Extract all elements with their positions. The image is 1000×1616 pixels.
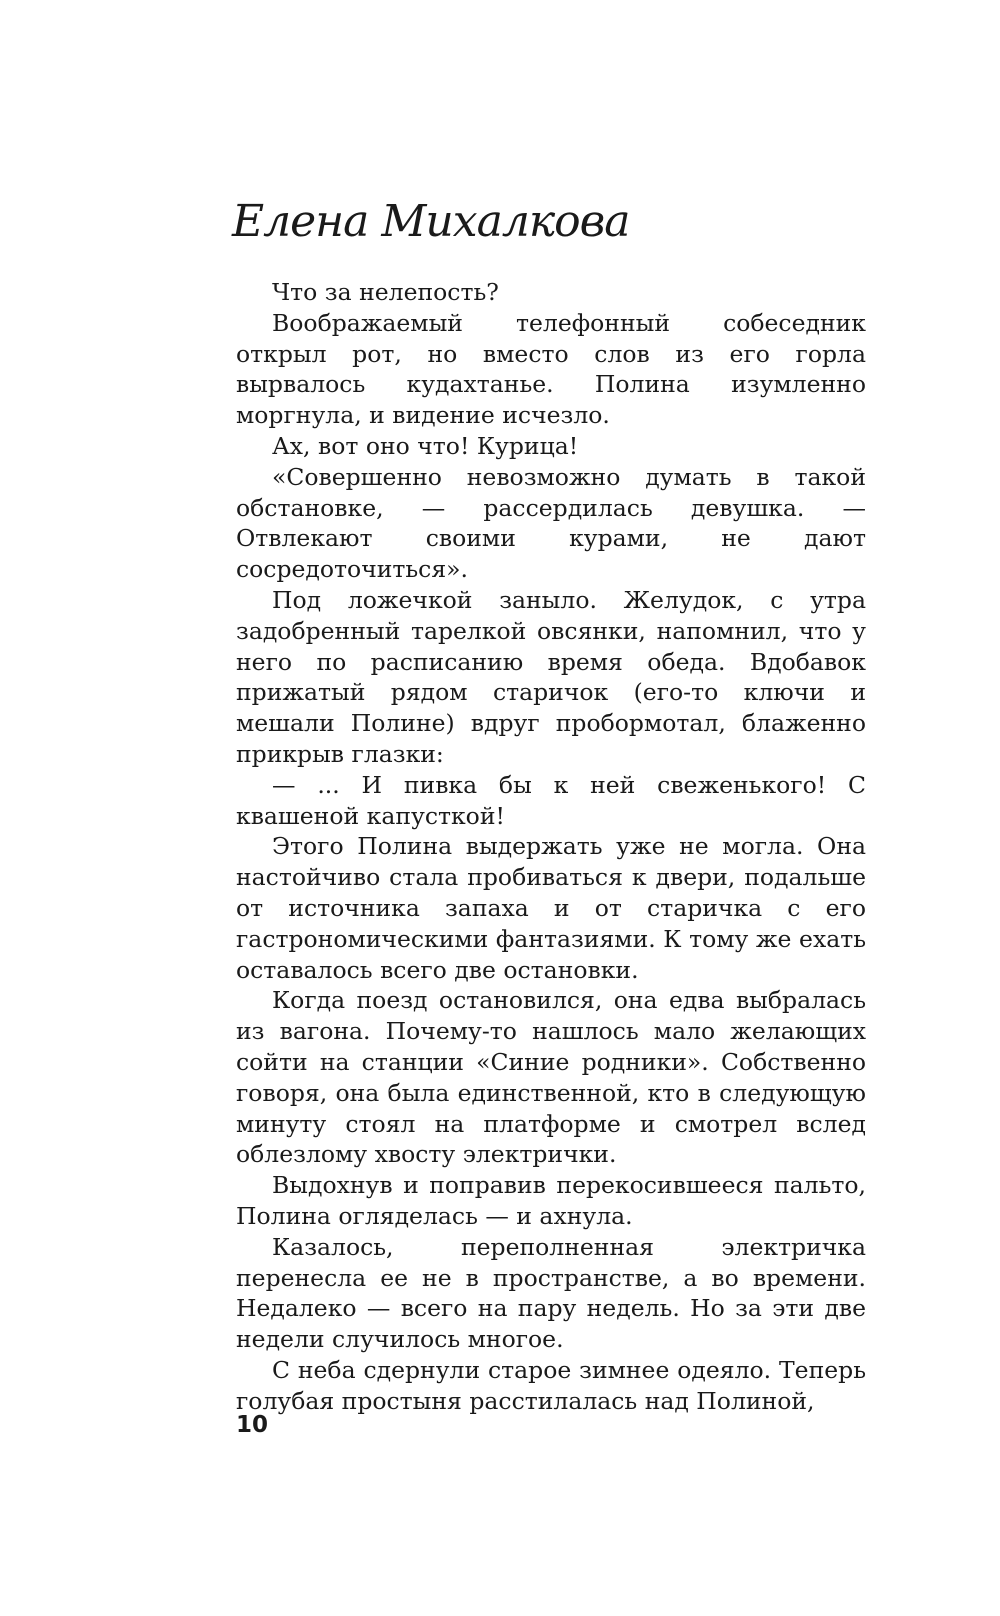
body-text <box>236 277 866 1416</box>
paragraph: — ... И пивка бы к ней свеженького! С квашеной капусткой! <box>236 770 866 830</box>
paragraph: Казалось, переполненная электричка перенесла ее не в пространстве, а во времени. Недалеко — всего на пару недель. Но за эти две недели случилось многое. <box>236 1232 866 1354</box>
paragraph: Воображаемый телефонный собеседник открыл рот, но вместо слов из его горла вырвалось кудахтанье. Полина изумленно моргнула, и видение исчезло. <box>236 308 866 430</box>
paragraph: Под ложечкой заныло. Желудок, с утра задобренный тарелкой овсянки, напомнил, что у него по расписанию время обеда. Вдобавок прижатый рядом старичок (его-то ключи и мешали Полине) вдруг пробормотал, блаженно прикрыв глазки: <box>236 585 866 768</box>
paragraph: Ах, вот оно что! Курица! <box>272 431 579 460</box>
paragraph: «Совершенно невозможно думать в такой обстановке, — рассердилась девушка. — Отвлекают своими курами, не дают сосредоточиться». <box>236 462 866 584</box>
paragraph: С неба сдернули старое зимнее одеяло. Теперь голубая простыня расстилалась над Полиной, <box>236 1355 866 1415</box>
paragraph: Этого Полина выдержать уже не могла. Она настойчиво стала пробиваться к двери, подальше от источника запаха и от старичка с его гастрономическими фантазиями. К тому же ехать оставалось всего две остановки. <box>236 832 866 984</box>
paragraph: Когда поезд остановился, она едва выбралась из вагона. Почему-то нашлось мало желающих сойти на станции «Синие родники». Собственно говоря, она была единственной, кто в следующую минуту стоял на платформе и смотрел вслед облезлому хвосту электрички. <box>236 986 866 1169</box>
page-number: 10 <box>236 1412 269 1438</box>
paragraph: Что за нелепость? <box>272 278 499 306</box>
running-head-author: Елена Михалкова <box>232 196 630 247</box>
paragraph: Выдохнув и поправив перекосившееся пальто, Полина огляделась — и ахнула. <box>236 1171 866 1230</box>
